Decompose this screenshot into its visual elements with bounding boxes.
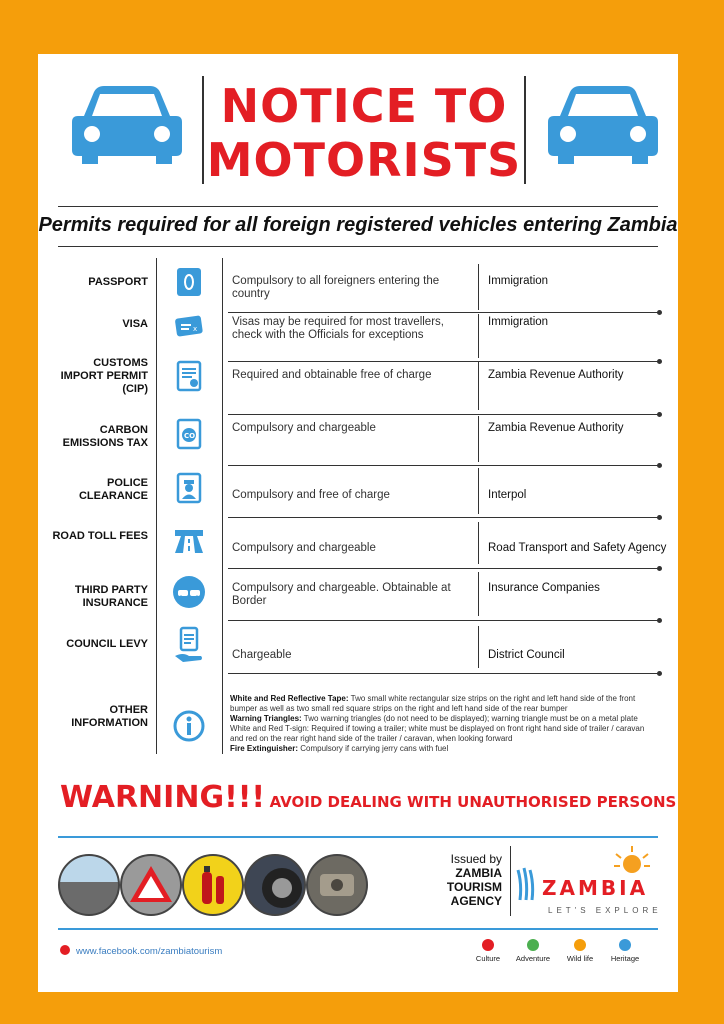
row-description: Compulsory and free of charge: [232, 489, 390, 501]
title-line-1: NOTICE TO: [220, 79, 508, 133]
police-document-icon: [173, 472, 205, 504]
row-dot: [657, 359, 662, 364]
cell-divider: [478, 314, 479, 358]
row-divider: [228, 673, 660, 674]
hand-document-icon: [173, 626, 205, 666]
row-label-insurance: THIRD PARTY INSURANCE: [74, 584, 148, 609]
category-culture: Culture: [463, 939, 513, 963]
subtitle: Permits required for all foreign registered vehicles entering Zambia: [38, 214, 678, 236]
row-agency: Insurance Companies: [488, 582, 600, 594]
notice-page: [38, 54, 678, 992]
facebook-link[interactable]: www.facebook.com/zambiatourism: [76, 946, 223, 957]
issued-by-block: [422, 852, 502, 908]
row-label-carbon: CARBON EMISSIONS TAX: [62, 424, 148, 449]
row-agency: Immigration: [488, 275, 549, 287]
row-divider: [228, 465, 660, 466]
cell-divider: [478, 572, 479, 616]
adventure-icon: [527, 939, 539, 951]
row-description: Compulsory and chargeable. Obtainable at Border: [232, 582, 451, 607]
row-dot: [657, 618, 662, 623]
cell-divider: [478, 416, 479, 462]
certificate-icon: [173, 360, 205, 392]
logo-wordmark: ZAMBIA: [542, 876, 649, 900]
row-divider: [228, 568, 660, 569]
car-icon: [548, 86, 658, 164]
culture-icon: [482, 939, 494, 951]
row-divider: [228, 414, 660, 415]
heritage-icon: [619, 939, 631, 951]
row-divider: [228, 312, 660, 313]
road-photo: [58, 854, 120, 916]
row-description: Compulsory and chargeable: [232, 542, 376, 554]
row-divider: [228, 361, 660, 362]
warning-text: AVOID DEALING WITH UNAUTHORISED PERSONS: [269, 793, 677, 811]
row-agency: District Council: [488, 649, 565, 661]
visa-card-icon: [173, 311, 205, 343]
row-agency: Road Transport and Safety Agency: [488, 542, 667, 554]
warning-banner: [60, 780, 677, 815]
row-label-visa: VISA: [122, 318, 148, 330]
row-dot: [657, 310, 662, 315]
facebook-icon: [60, 945, 70, 955]
row-dot: [657, 412, 662, 417]
row-agency: Interpol: [488, 489, 527, 501]
category-wildlife: Wild life: [555, 939, 605, 963]
svg-text:x: x: [193, 325, 198, 333]
info-icon: [173, 710, 205, 742]
warning-title: WARNING!!!: [60, 780, 266, 815]
row-agency: Zambia Revenue Authority: [488, 369, 624, 381]
other-information-text: White and Red Reflective Tape: Two small white rectangular size strips on the right and left hand side of the front bumper as well as two small red square strips on the right and left hand side of the rear bumper Warning Triangles: Two warning triangles (do not need to be displayed); warning triangle must be on a metal plate White and Red T-sign: Required if towing a trailer; white must be displayed on front right hand side of trailer / caravan and red on the rear right hand side of the trailer / caravan, when looking forward Fire Extinguisher: Compulsory if carrying jerry cans with fuel: [230, 694, 645, 753]
divider: [58, 246, 658, 247]
row-label-police: POLICE CLEARANCE: [78, 477, 148, 502]
cell-divider: [478, 626, 479, 668]
row-label-customs: CUSTOMS IMPORT PERMIT (CIP): [60, 357, 148, 395]
divider: [58, 836, 658, 838]
car-icon: [72, 86, 182, 164]
car-collision-icon: [173, 576, 205, 608]
cell-divider: [478, 362, 479, 410]
vehicle-parts-photo: [306, 854, 368, 916]
cell-divider: [478, 522, 479, 564]
issuer-line-1: ZAMBIA: [455, 866, 502, 880]
row-description: Compulsory to all foreigners entering the country: [232, 275, 440, 300]
tyre-photo: [244, 854, 306, 916]
title-block: [202, 76, 526, 187]
category-adventure: Adventure: [508, 939, 558, 963]
divider: [58, 928, 658, 930]
warning-triangle-photo: [120, 854, 182, 916]
issued-by-label: Issued by: [450, 852, 502, 866]
wildlife-icon: [574, 939, 586, 951]
logo-tagline: LET'S EXPLORE: [548, 906, 662, 915]
row-description: Visas may be required for most travellers, check with the Officials for exceptions: [232, 316, 444, 341]
row-description: Chargeable: [232, 649, 292, 661]
category-heritage: Heritage: [600, 939, 650, 963]
row-label-passport: PASSPORT: [88, 276, 148, 288]
row-dot: [657, 463, 662, 468]
passport-icon: [173, 266, 205, 298]
divider: [510, 846, 511, 916]
row-dot: [657, 671, 662, 676]
svg-text:CO: CO: [184, 432, 196, 440]
zambia-logo: [516, 844, 666, 920]
row-agency: Zambia Revenue Authority: [488, 422, 624, 434]
column-divider: [156, 258, 157, 754]
row-label-road-toll: ROAD TOLL FEES: [52, 530, 148, 542]
cell-divider: [478, 468, 479, 514]
row-agency: Immigration: [488, 316, 549, 328]
row-label-other: OTHER INFORMATION: [71, 704, 148, 729]
title-line-2: MOTORISTS: [206, 133, 522, 187]
issuer-line-2: TOURISM: [446, 880, 502, 894]
row-description: Compulsory and chargeable: [232, 422, 376, 434]
row-label-council-levy: COUNCIL LEVY: [66, 638, 148, 650]
co2-document-icon: [173, 418, 205, 450]
column-divider: [222, 258, 223, 754]
row-divider: [228, 517, 660, 518]
row-description: Required and obtainable free of charge: [232, 369, 432, 381]
row-divider: [228, 620, 660, 621]
row-dot: [657, 566, 662, 571]
fire-extinguisher-photo: [182, 854, 244, 916]
row-dot: [657, 515, 662, 520]
cell-divider: [478, 264, 479, 310]
road-icon: [173, 523, 205, 555]
issuer-line-3: AGENCY: [450, 894, 502, 908]
divider: [58, 206, 658, 207]
